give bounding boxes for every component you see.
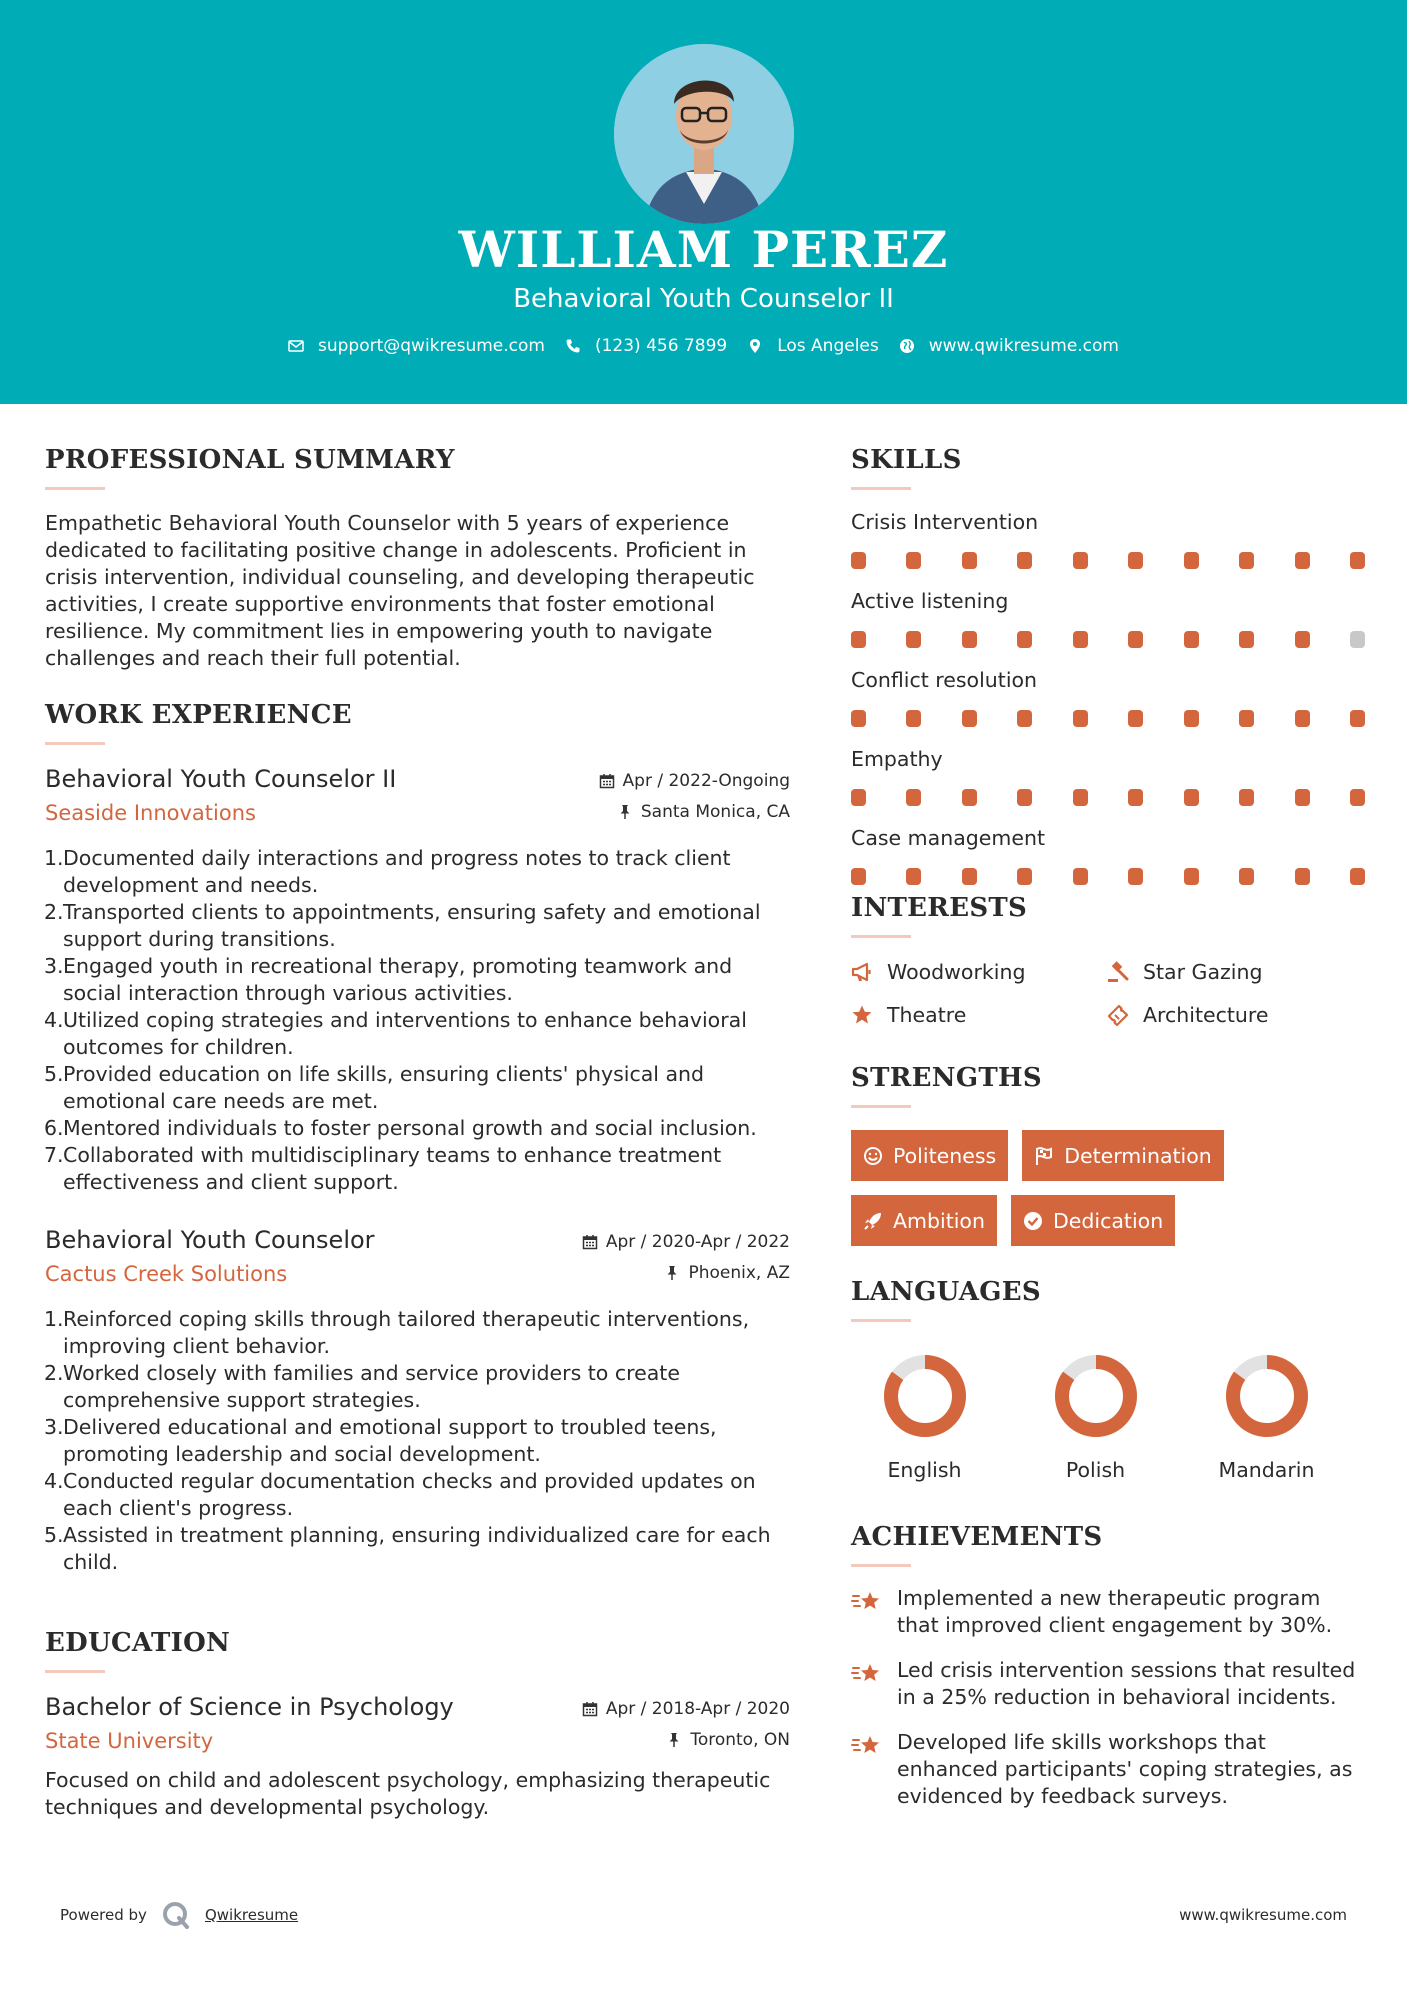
- candidate-title: Behavioral Youth Counselor II: [513, 284, 894, 314]
- skill-rating: [851, 868, 1365, 885]
- phone-icon: [565, 338, 581, 354]
- language-item: [1022, 1352, 1193, 1482]
- rating-dot: [1017, 631, 1032, 648]
- education-dates-text: Apr / 2018-Apr / 2020: [605, 1699, 790, 1719]
- resume-header: [0, 0, 1407, 404]
- list-item: Conducted regular documentation checks and provided updates on each client's progress.: [63, 1469, 756, 1520]
- contact-email[interactable]: [288, 336, 545, 356]
- degree: Bachelor of Science in Psychology: [45, 1693, 454, 1721]
- achievement-text: Developed life skills workshops that enhanced participants' coping strategies, as evidenced by feedback surveys.: [897, 1730, 1353, 1808]
- check-circle-icon: [1023, 1211, 1043, 1231]
- section-title: EDUCATION: [45, 1628, 231, 1658]
- rating-dot: [962, 868, 977, 885]
- rating-dot: [1295, 631, 1310, 648]
- list-item: Transported clients to appointments, ensuring safety and emotional support during transitions.: [63, 900, 761, 951]
- strength-tag: [851, 1195, 997, 1246]
- rating-dot: [851, 552, 866, 569]
- job-dates: [599, 771, 790, 791]
- language-label: Mandarin: [1218, 1458, 1315, 1482]
- rating-dot: [1128, 710, 1143, 727]
- job-bullets: [45, 1306, 790, 1576]
- skill-item: [851, 668, 1366, 727]
- rating-dot: [1350, 552, 1365, 569]
- skill-item: [851, 589, 1366, 648]
- language-item: [1193, 1352, 1364, 1482]
- skill-name: Empathy: [851, 747, 943, 771]
- section-divider: [851, 487, 911, 490]
- list-item: Engaged youth in recreational therapy, promoting teamwork and social interaction through various activities.: [63, 954, 733, 1005]
- rating-dot: [851, 789, 866, 806]
- section-title: STRENGTHS: [851, 1063, 1042, 1093]
- rating-dot: [906, 631, 921, 648]
- qwikresume-logo-icon: [161, 1900, 191, 1930]
- ticket-icon: [1107, 1004, 1129, 1026]
- rating-dot: [1350, 710, 1365, 727]
- interest-label: Star Gazing: [1143, 960, 1263, 984]
- qwikresume-link[interactable]: Qwikresume: [204, 1906, 299, 1924]
- rating-dot: [906, 552, 921, 569]
- section-title: SKILLS: [851, 445, 962, 475]
- achievements-section: [851, 1522, 1366, 1810]
- section-title: WORK EXPERIENCE: [45, 700, 352, 730]
- star-icon: [851, 1004, 873, 1026]
- rating-dot: [1184, 868, 1199, 885]
- school: State University: [45, 1729, 214, 1753]
- section-divider: [45, 487, 105, 490]
- rating-dot: [1073, 710, 1088, 727]
- achievement-text: Implemented a new therapeutic program that improved client engagement by 30%.: [897, 1586, 1333, 1637]
- education-entry: [45, 1693, 790, 1821]
- contact-phone-text: (123) 456 7899: [594, 336, 728, 356]
- list-item: Mentored individuals to foster personal growth and social inclusion.: [63, 1116, 757, 1140]
- job-dates-text: Apr / 2020-Apr / 2022: [605, 1232, 790, 1252]
- envelope-icon: [288, 338, 304, 354]
- job-company: Seaside Innovations: [45, 801, 256, 825]
- strength-tag: [1022, 1130, 1224, 1181]
- strength-label: Ambition: [893, 1208, 985, 1233]
- rating-dot: [1073, 552, 1088, 569]
- skill-rating: [851, 710, 1365, 727]
- person-photo-icon: [614, 44, 794, 224]
- rating-dot: [1128, 552, 1143, 569]
- job-location-text: Phoenix, AZ: [688, 1263, 790, 1283]
- contact-location-text: Los Angeles: [777, 336, 879, 356]
- list-item: Provided education on life skills, ensuring clients' physical and emotional care needs are met.: [63, 1062, 705, 1113]
- contact-phone[interactable]: [565, 336, 727, 356]
- rating-dot: [1184, 631, 1199, 648]
- list-item: Utilized coping strategies and interventions to enhance behavioral outcomes for children.: [63, 1008, 747, 1059]
- rating-dot: [1128, 868, 1143, 885]
- skill-rating: [851, 789, 1365, 806]
- contact-website[interactable]: [899, 336, 1119, 356]
- education-section: [45, 1628, 790, 1821]
- job-company: Cactus Creek Solutions: [45, 1262, 288, 1286]
- section-divider: [851, 935, 911, 938]
- contact-website-text: www.qwikresume.com: [928, 336, 1119, 356]
- section-title: LANGUAGES: [851, 1277, 1041, 1307]
- language-donut: [881, 1352, 969, 1440]
- powered-by-text: Powered by: [60, 1906, 147, 1924]
- job-entry: [45, 1226, 790, 1576]
- section-title: PROFESSIONAL SUMMARY: [45, 445, 455, 475]
- rating-dot: [1184, 789, 1199, 806]
- rating-dot: [962, 789, 977, 806]
- section-divider: [851, 1319, 911, 1322]
- calendar-icon: [599, 773, 615, 789]
- pushpin-icon: [666, 1732, 682, 1748]
- rating-dot: [1073, 868, 1088, 885]
- achievement-item: [851, 1657, 1366, 1711]
- rating-dot: [1073, 631, 1088, 648]
- rating-dot: [962, 631, 977, 648]
- rating-dot: [906, 868, 921, 885]
- list-item: Reinforced coping skills through tailored therapeutic interventions, improving client behavior.: [63, 1307, 750, 1358]
- megaphone-icon: [851, 961, 873, 983]
- list-item: Assisted in treatment planning, ensuring individualized care for each child.: [63, 1523, 771, 1574]
- rating-dot: [1295, 710, 1310, 727]
- footer-branding: [60, 1900, 298, 1930]
- pushpin-icon: [617, 804, 633, 820]
- section-divider: [45, 742, 105, 745]
- education-dates: [582, 1699, 790, 1719]
- language-label: English: [887, 1458, 962, 1482]
- rating-dot: [1295, 868, 1310, 885]
- rating-dot: [1017, 552, 1032, 569]
- skill-rating: [851, 631, 1365, 648]
- language-label: Polish: [1065, 1458, 1126, 1482]
- skills-section: [851, 445, 1366, 885]
- globe-icon: [899, 338, 915, 354]
- section-title: INTERESTS: [851, 893, 1028, 923]
- contact-email-text: support@qwikresume.com: [318, 336, 545, 356]
- rating-dot: [962, 552, 977, 569]
- job-role: Behavioral Youth Counselor II: [45, 765, 397, 793]
- candidate-name: WILLIAM PEREZ: [458, 220, 949, 279]
- rating-dot: [1184, 552, 1199, 569]
- rating-dot: [1295, 789, 1310, 806]
- rocket-icon: [863, 1211, 883, 1231]
- achievement-item: [851, 1729, 1366, 1810]
- list-item: Worked closely with families and service providers to create comprehensive support strategies.: [63, 1361, 680, 1412]
- strengths-section: [851, 1063, 1366, 1246]
- job-location: [617, 802, 790, 822]
- strength-tag: [851, 1130, 1008, 1181]
- gavel-icon: [1107, 961, 1129, 983]
- strength-label: Determination: [1064, 1143, 1212, 1168]
- flag-icon: [1034, 1146, 1054, 1166]
- skill-rating: [851, 552, 1365, 569]
- rating-dot: [1128, 631, 1143, 648]
- footer-website[interactable]: www.qwikresume.com: [1179, 1906, 1347, 1924]
- rating-dot: [1239, 868, 1254, 885]
- shooting-star-icon: [851, 1587, 883, 1617]
- rating-dot: [1239, 789, 1254, 806]
- rating-dot: [1017, 868, 1032, 885]
- education-location: [666, 1730, 790, 1750]
- section-title: ACHIEVEMENTS: [851, 1522, 1103, 1552]
- calendar-icon: [582, 1701, 598, 1717]
- list-item: Documented daily interactions and progress notes to track client development and needs.: [63, 846, 731, 897]
- job-dates-text: Apr / 2022-Ongoing: [622, 771, 790, 791]
- rating-dot: [1128, 789, 1143, 806]
- rating-dot: [851, 868, 866, 885]
- rating-dot: [1350, 789, 1365, 806]
- rating-dot: [851, 710, 866, 727]
- skill-item: [851, 826, 1366, 885]
- strength-label: Politeness: [893, 1143, 997, 1168]
- strength-label: Dedication: [1052, 1208, 1164, 1233]
- job-location-text: Santa Monica, CA: [640, 802, 790, 822]
- rating-dot: [962, 710, 977, 727]
- achievement-text: Led crisis intervention sessions that resulted in a 25% reduction in behavioral incidents.: [897, 1658, 1356, 1709]
- interest-item: [851, 1003, 1107, 1027]
- section-divider: [851, 1105, 911, 1108]
- smile-icon: [863, 1146, 883, 1166]
- job-role: Behavioral Youth Counselor: [45, 1226, 375, 1254]
- skill-item: [851, 747, 1366, 806]
- list-item: Delivered educational and emotional support to troubled teens, promoting leadership and social development.: [63, 1415, 717, 1466]
- skill-item: [851, 510, 1366, 569]
- skill-name: Conflict resolution: [851, 668, 1038, 692]
- work-experience-section: [45, 700, 790, 1576]
- rating-dot: [1239, 552, 1254, 569]
- interest-label: Woodworking: [887, 960, 1026, 984]
- interests-section: [851, 893, 1366, 1027]
- language-donut: [1223, 1352, 1311, 1440]
- section-divider: [45, 1670, 105, 1673]
- professional-summary-section: [45, 445, 790, 672]
- contact-bar: [0, 336, 1407, 356]
- shooting-star-icon: [851, 1659, 883, 1689]
- skill-name: Case management: [851, 826, 1046, 850]
- job-bullets: [45, 845, 790, 1196]
- skill-name: Active listening: [851, 589, 1009, 613]
- contact-location: [747, 336, 879, 356]
- rating-dot: [1239, 631, 1254, 648]
- rating-dot: [1295, 552, 1310, 569]
- map-pin-icon: [747, 338, 763, 354]
- rating-dot: [1239, 710, 1254, 727]
- summary-text: Empathetic Behavioral Youth Counselor with 5 years of experience dedicated to facilitating positive change in adolescents. Proficient in crisis intervention, individual counseling, and developing therapeutic activities, I create supportive environments that foster emotional resilience. My commitment lies in empowering youth to navigate challenges and reach their full potential.: [45, 511, 755, 670]
- avatar: [614, 44, 794, 224]
- rating-dot: [1350, 631, 1365, 648]
- section-divider: [851, 1564, 911, 1567]
- rating-dot: [1073, 789, 1088, 806]
- language-item: [851, 1352, 1022, 1482]
- interest-item: [851, 960, 1107, 984]
- languages-section: [851, 1277, 1366, 1482]
- rating-dot: [906, 710, 921, 727]
- rating-dot: [906, 789, 921, 806]
- achievement-item: [851, 1585, 1366, 1639]
- interest-item: [1107, 1003, 1363, 1027]
- job-entry: [45, 765, 790, 1196]
- rating-dot: [1350, 868, 1365, 885]
- skill-name: Crisis Intervention: [851, 510, 1039, 534]
- education-description: Focused on child and adolescent psychology, emphasizing therapeutic techniques and developmental psychology.: [45, 1768, 771, 1819]
- interest-label: Theatre: [887, 1003, 967, 1027]
- calendar-icon: [582, 1234, 598, 1250]
- interest-label: Architecture: [1143, 1003, 1269, 1027]
- strength-tag: [1011, 1195, 1175, 1246]
- education-location-text: Toronto, ON: [690, 1730, 790, 1750]
- rating-dot: [1017, 710, 1032, 727]
- interest-item: [1107, 960, 1363, 984]
- rating-dot: [851, 631, 866, 648]
- rating-dot: [1184, 710, 1199, 727]
- language-donut: [1052, 1352, 1140, 1440]
- pushpin-icon: [664, 1265, 680, 1281]
- job-location: [664, 1263, 790, 1283]
- rating-dot: [1017, 789, 1032, 806]
- job-dates: [582, 1232, 790, 1252]
- list-item: Collaborated with multidisciplinary teams to enhance treatment effectiveness and client support.: [63, 1143, 722, 1194]
- shooting-star-icon: [851, 1731, 883, 1761]
